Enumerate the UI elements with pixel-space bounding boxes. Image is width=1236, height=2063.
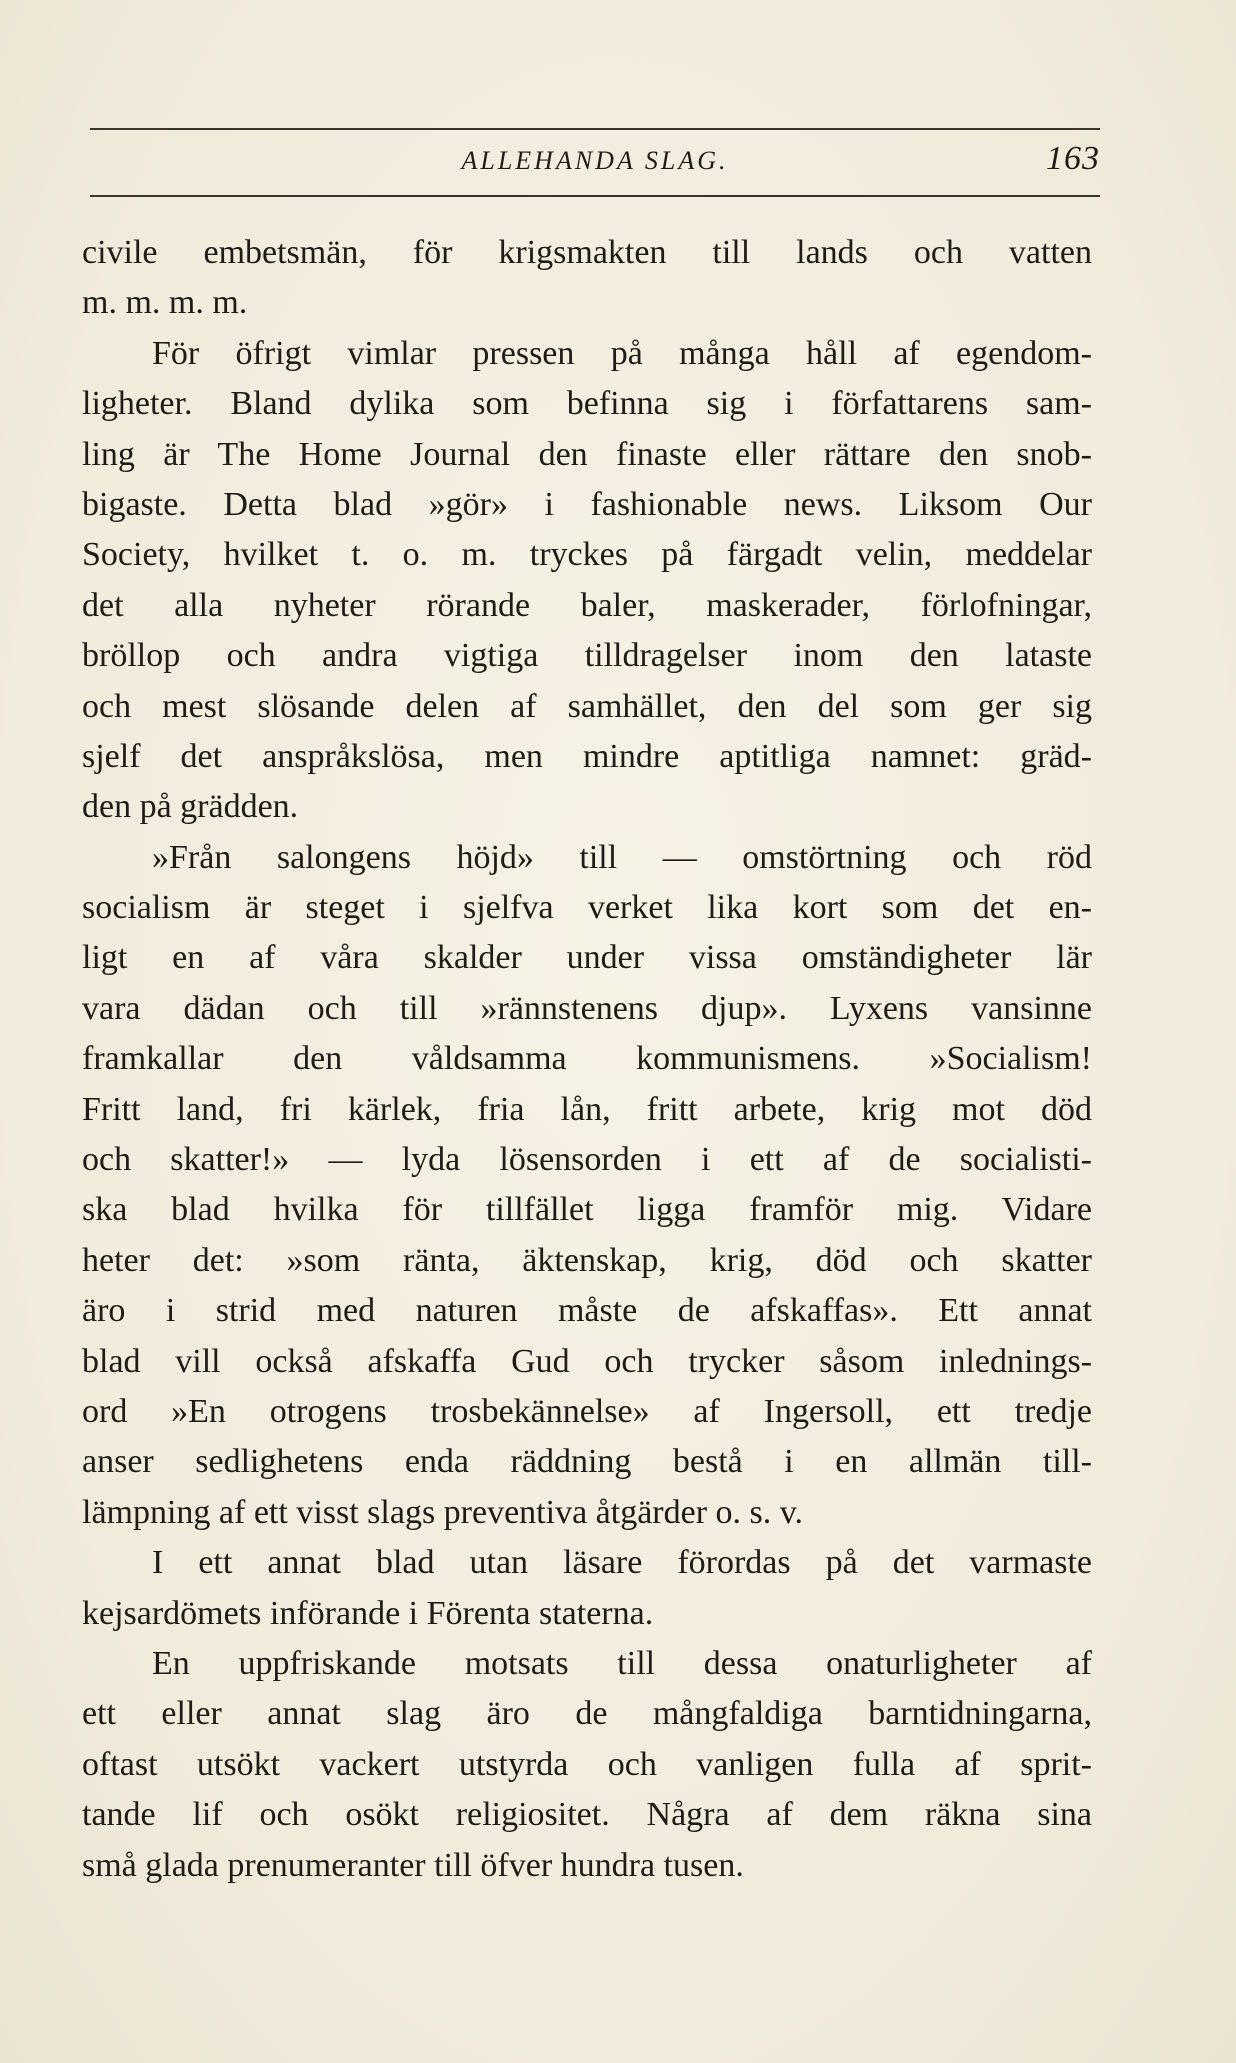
text-line: bigaste. Detta blad »gör» i fashionable news. Liksom Our bbox=[82, 485, 1092, 523]
text-line: ling är The Home Journal den finaste eller rättare den snob- bbox=[82, 435, 1092, 473]
text-line: socialism är steget i sjelfva verket lika kort som det en- bbox=[82, 889, 1092, 927]
text-line: vara dädan och till »rännstenens djup». Lyxens vansinne bbox=[82, 989, 1092, 1027]
running-title: ALLEHANDA SLAG. bbox=[461, 146, 729, 175]
text-line: »Från salongens höjd» till — omstörtning och röd bbox=[152, 838, 1092, 876]
text-line: tande lif och osökt religiositet. Några af dem räkna sina bbox=[82, 1796, 1092, 1834]
text-line: ett eller annat slag äro de mångfaldiga barntidningarna, bbox=[82, 1695, 1092, 1733]
text-line: heter det: »som ränta, äktenskap, krig, död och skatter bbox=[82, 1241, 1092, 1279]
text-line: anser sedlighetens enda räddning bestå i en allmän till- bbox=[82, 1443, 1092, 1481]
text-line: bröllop och andra vigtiga tilldragelser inom den lataste bbox=[82, 637, 1092, 675]
body-text bbox=[82, 228, 1092, 1891]
running-head bbox=[90, 140, 1100, 184]
text-line: ligt en af våra skalder under vissa omständigheter lär bbox=[82, 939, 1092, 977]
text-line: kejsardömets införande i Förenta staterna. bbox=[82, 1594, 654, 1632]
text-line: I ett annat blad utan läsare förordas på det varmaste bbox=[152, 1544, 1092, 1582]
text-line: civile embetsmän, för krigsmakten till lands och vatten bbox=[82, 234, 1092, 271]
text-line: En uppfriskande motsats till dessa onaturligheter af bbox=[152, 1644, 1092, 1682]
header-rule-bottom bbox=[90, 195, 1100, 197]
text-line: ska blad hvilka för tillfället ligga framför mig. Vidare bbox=[82, 1191, 1092, 1229]
text-line: äro i strid med naturen måste de afskaffas». Ett annat bbox=[82, 1292, 1092, 1330]
text-line: det alla nyheter rörande baler, maskerader, förlofningar, bbox=[82, 586, 1092, 624]
text-line: ligheter. Bland dylika som befinna sig i författarens sam- bbox=[82, 385, 1092, 423]
text-line: Society, hvilket t. o. m. tryckes på färgadt velin, meddelar bbox=[82, 536, 1092, 574]
text-line: sjelf det anspråkslösa, men mindre aptitliga namnet: gräd- bbox=[82, 737, 1092, 775]
text-line: och mest slösande delen af samhället, den del som ger sig bbox=[82, 687, 1092, 725]
text-line: och skatter!» — lyda lösensorden i ett af de socialisti- bbox=[82, 1141, 1092, 1179]
page-number: 163 bbox=[1046, 140, 1100, 177]
text-line: ord »En otrogens trosbekännelse» af Ingersoll, ett tredje bbox=[82, 1392, 1092, 1430]
text-line: lämpning af ett visst slags preventiva åtgärder o. s. v. bbox=[82, 1493, 804, 1531]
text-line: m. m. m. m. bbox=[82, 284, 248, 322]
text-line: oftast utsökt vackert utstyrda och vanligen fulla af sprit- bbox=[82, 1745, 1092, 1783]
text-line: framkallar den våldsamma kommunismens. »Socialism! bbox=[82, 1040, 1092, 1078]
text-line: blad vill också afskaffa Gud och trycker såsom inlednings- bbox=[82, 1342, 1092, 1380]
header-rule-top bbox=[90, 128, 1100, 130]
text-line: För öfrigt vimlar pressen på många håll af egendom- bbox=[152, 334, 1092, 372]
text-line: Fritt land, fri kärlek, fria lån, fritt arbete, krig mot död bbox=[82, 1090, 1092, 1128]
text-line: små glada prenumeranter till öfver hundra tusen. bbox=[82, 1846, 744, 1884]
text-line: den på grädden. bbox=[82, 788, 299, 826]
